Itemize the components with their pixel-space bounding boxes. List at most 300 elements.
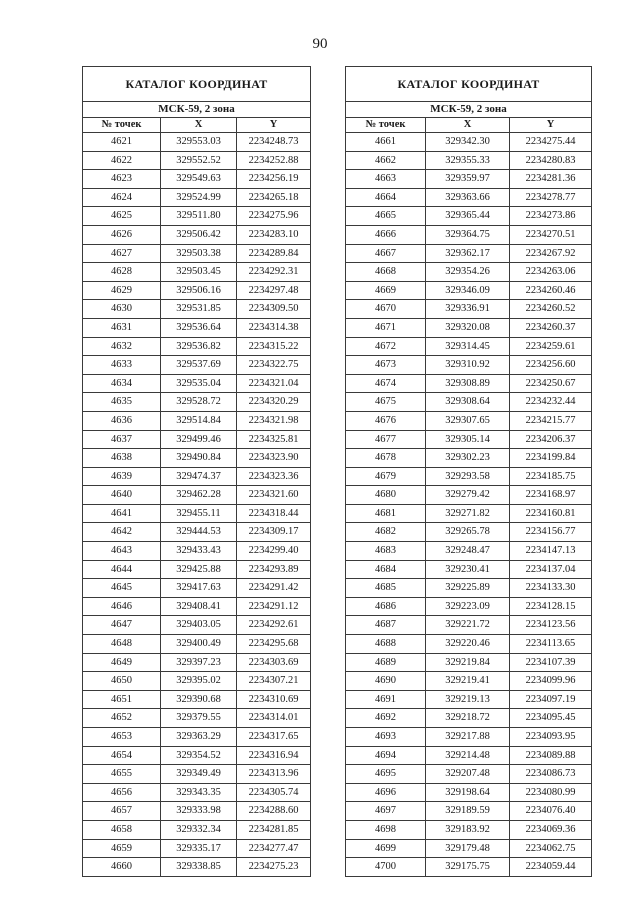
x-coordinate-cell: 329214.48	[426, 746, 510, 765]
y-coordinate-cell: 2234325.81	[237, 430, 311, 449]
x-coordinate-cell: 329230.41	[426, 560, 510, 579]
y-coordinate-cell: 2234185.75	[510, 467, 592, 486]
x-coordinate-cell: 329219.84	[426, 653, 510, 672]
point-number-cell: 4697	[346, 802, 426, 821]
y-coordinate-cell: 2234160.81	[510, 504, 592, 523]
point-number-cell: 4695	[346, 765, 426, 784]
point-number-cell: 4688	[346, 635, 426, 654]
x-coordinate-cell: 329536.64	[161, 318, 237, 337]
y-coordinate-cell: 2234278.77	[510, 188, 592, 207]
point-number-cell: 4673	[346, 356, 426, 375]
table-row	[346, 858, 592, 877]
catalog-title: КАТАЛОГ КООРДИНАТ	[346, 67, 592, 102]
x-coordinate-cell: 329400.49	[161, 635, 237, 654]
point-number-cell: 4651	[83, 690, 161, 709]
y-coordinate-cell: 2234317.65	[237, 728, 311, 747]
y-coordinate-cell: 2234323.36	[237, 467, 311, 486]
table-row	[83, 746, 311, 765]
table-row	[346, 709, 592, 728]
y-coordinate-cell: 2234250.67	[510, 374, 592, 393]
x-coordinate-cell: 329307.65	[426, 411, 510, 430]
page-number: 90	[312, 36, 328, 52]
y-coordinate-cell: 2234259.61	[510, 337, 592, 356]
table-row	[83, 151, 311, 170]
table-row	[83, 802, 311, 821]
point-number-cell: 4633	[83, 356, 161, 375]
table-row	[83, 300, 311, 319]
point-number-cell: 4700	[346, 858, 426, 877]
point-number-cell: 4698	[346, 820, 426, 839]
point-number-cell: 4663	[346, 170, 426, 189]
point-number-cell: 4647	[83, 616, 161, 635]
table-row	[83, 542, 311, 561]
y-coordinate-cell: 2234260.37	[510, 318, 592, 337]
x-coordinate-cell: 329310.92	[426, 356, 510, 375]
x-coordinate-cell: 329531.85	[161, 300, 237, 319]
point-number-cell: 4628	[83, 263, 161, 282]
table-row	[346, 560, 592, 579]
point-number-cell: 4641	[83, 504, 161, 523]
table-row	[83, 504, 311, 523]
table-row	[346, 783, 592, 802]
table-row	[346, 188, 592, 207]
x-coordinate-cell: 329499.46	[161, 430, 237, 449]
table-row	[346, 504, 592, 523]
point-number-cell: 4670	[346, 300, 426, 319]
catalog-title: КАТАЛОГ КООРДИНАТ	[83, 67, 311, 102]
table-row	[83, 467, 311, 486]
x-coordinate-cell: 329346.09	[426, 281, 510, 300]
x-coordinate-cell: 329537.69	[161, 356, 237, 375]
point-number-cell: 4642	[83, 523, 161, 542]
x-coordinate-cell: 329219.41	[426, 672, 510, 691]
x-coordinate-cell: 329219.13	[426, 690, 510, 709]
point-number-cell: 4671	[346, 318, 426, 337]
y-coordinate-cell: 2234273.86	[510, 207, 592, 226]
point-number-cell: 4644	[83, 560, 161, 579]
y-coordinate-cell: 2234303.69	[237, 653, 311, 672]
x-coordinate-cell: 329218.72	[426, 709, 510, 728]
point-number-cell: 4652	[83, 709, 161, 728]
x-coordinate-cell: 329220.46	[426, 635, 510, 654]
point-number-cell: 4656	[83, 783, 161, 802]
x-coordinate-cell: 329217.88	[426, 728, 510, 747]
x-coordinate-cell: 329207.48	[426, 765, 510, 784]
y-coordinate-cell: 2234256.19	[237, 170, 311, 189]
x-coordinate-cell: 329293.58	[426, 467, 510, 486]
point-number-cell: 4687	[346, 616, 426, 635]
table-row	[83, 337, 311, 356]
table-row	[83, 281, 311, 300]
point-number-cell: 4667	[346, 244, 426, 263]
table-row	[83, 560, 311, 579]
x-coordinate-cell: 329552.52	[161, 151, 237, 170]
point-number-cell: 4655	[83, 765, 161, 784]
y-coordinate-cell: 2234295.68	[237, 635, 311, 654]
table-row	[83, 672, 311, 691]
x-coordinate-cell: 329225.89	[426, 579, 510, 598]
point-number-cell: 4664	[346, 188, 426, 207]
x-coordinate-cell: 329183.92	[426, 820, 510, 839]
table-row	[83, 133, 311, 152]
point-number-cell: 4691	[346, 690, 426, 709]
point-number-cell: 4681	[346, 504, 426, 523]
y-coordinate-cell: 2234321.98	[237, 411, 311, 430]
point-number-cell: 4639	[83, 467, 161, 486]
table-row	[83, 411, 311, 430]
y-coordinate-cell: 2234168.97	[510, 486, 592, 505]
point-number-cell: 4636	[83, 411, 161, 430]
y-coordinate-cell: 2234128.15	[510, 597, 592, 616]
table-row	[346, 263, 592, 282]
y-coordinate-cell: 2234314.01	[237, 709, 311, 728]
y-coordinate-cell: 2234318.44	[237, 504, 311, 523]
table-body	[346, 133, 592, 877]
y-coordinate-cell: 2234283.10	[237, 225, 311, 244]
y-coordinate-cell: 2234076.40	[510, 802, 592, 821]
x-coordinate-cell: 329349.49	[161, 765, 237, 784]
y-coordinate-cell: 2234320.29	[237, 393, 311, 412]
table-row	[83, 225, 311, 244]
table-row	[83, 170, 311, 189]
coordinate-system-zone: МСК-59, 2 зона	[83, 102, 311, 118]
y-coordinate-cell: 2234322.75	[237, 356, 311, 375]
x-coordinate-cell: 329223.09	[426, 597, 510, 616]
table-row	[83, 597, 311, 616]
table-row	[346, 374, 592, 393]
coordinate-catalog-table	[82, 66, 311, 877]
point-number-cell: 4686	[346, 597, 426, 616]
x-coordinate-cell: 329511.80	[161, 207, 237, 226]
x-coordinate-cell: 329490.84	[161, 449, 237, 468]
point-number-cell: 4696	[346, 783, 426, 802]
y-coordinate-cell: 2234305.74	[237, 783, 311, 802]
x-coordinate-cell: 329514.84	[161, 411, 237, 430]
y-coordinate-cell: 2234069.36	[510, 820, 592, 839]
column-header-y: Y	[237, 118, 311, 133]
x-coordinate-cell: 329503.38	[161, 244, 237, 263]
x-coordinate-cell: 329308.89	[426, 374, 510, 393]
y-coordinate-cell: 2234093.95	[510, 728, 592, 747]
coordinate-catalog-table	[345, 66, 592, 877]
x-coordinate-cell: 329417.63	[161, 579, 237, 598]
table-row	[346, 523, 592, 542]
point-number-cell: 4665	[346, 207, 426, 226]
y-coordinate-cell: 2234260.46	[510, 281, 592, 300]
y-coordinate-cell: 2234309.17	[237, 523, 311, 542]
table-row	[346, 281, 592, 300]
y-coordinate-cell: 2234156.77	[510, 523, 592, 542]
point-number-cell: 4683	[346, 542, 426, 561]
table-row	[83, 690, 311, 709]
point-number-cell: 4645	[83, 579, 161, 598]
y-coordinate-cell: 2234215.77	[510, 411, 592, 430]
x-coordinate-cell: 329279.42	[426, 486, 510, 505]
x-coordinate-cell: 329462.28	[161, 486, 237, 505]
point-number-cell: 4629	[83, 281, 161, 300]
table-row	[83, 449, 311, 468]
table-row	[83, 523, 311, 542]
table-row	[346, 820, 592, 839]
table-row	[83, 244, 311, 263]
table-row	[346, 300, 592, 319]
table-row	[346, 802, 592, 821]
column-header-point-number: № точек	[346, 118, 426, 133]
point-number-cell: 4631	[83, 318, 161, 337]
point-number-cell: 4685	[346, 579, 426, 598]
y-coordinate-cell: 2234086.73	[510, 765, 592, 784]
x-coordinate-cell: 329425.88	[161, 560, 237, 579]
y-coordinate-cell: 2234281.85	[237, 820, 311, 839]
x-coordinate-cell: 329198.64	[426, 783, 510, 802]
table-row	[346, 746, 592, 765]
y-coordinate-cell: 2234099.96	[510, 672, 592, 691]
y-coordinate-cell: 2234297.48	[237, 281, 311, 300]
y-coordinate-cell: 2234275.23	[237, 858, 311, 877]
point-number-cell: 4654	[83, 746, 161, 765]
x-coordinate-cell: 329314.45	[426, 337, 510, 356]
point-number-cell: 4623	[83, 170, 161, 189]
y-coordinate-cell: 2234123.56	[510, 616, 592, 635]
column-header-point-number: № точек	[83, 118, 161, 133]
x-coordinate-cell: 329535.04	[161, 374, 237, 393]
y-coordinate-cell: 2234260.52	[510, 300, 592, 319]
table-row	[83, 709, 311, 728]
point-number-cell: 4649	[83, 653, 161, 672]
column-header-x: X	[161, 118, 237, 133]
y-coordinate-cell: 2234313.96	[237, 765, 311, 784]
y-coordinate-cell: 2234309.50	[237, 300, 311, 319]
table-row	[83, 263, 311, 282]
x-coordinate-cell: 329221.72	[426, 616, 510, 635]
x-coordinate-cell: 329336.91	[426, 300, 510, 319]
table-row	[346, 579, 592, 598]
point-number-cell: 4632	[83, 337, 161, 356]
table-row	[83, 635, 311, 654]
x-coordinate-cell: 329308.64	[426, 393, 510, 412]
y-coordinate-cell: 2234275.44	[510, 133, 592, 152]
point-number-cell: 4624	[83, 188, 161, 207]
x-coordinate-cell: 329248.47	[426, 542, 510, 561]
x-coordinate-cell: 329271.82	[426, 504, 510, 523]
point-number-cell: 4637	[83, 430, 161, 449]
table-row	[83, 374, 311, 393]
x-coordinate-cell: 329390.68	[161, 690, 237, 709]
column-header-y: Y	[510, 118, 592, 133]
x-coordinate-cell: 329265.78	[426, 523, 510, 542]
table-row	[346, 430, 592, 449]
table-row	[346, 486, 592, 505]
x-coordinate-cell: 329364.75	[426, 225, 510, 244]
y-coordinate-cell: 2234133.30	[510, 579, 592, 598]
x-coordinate-cell: 329397.23	[161, 653, 237, 672]
y-coordinate-cell: 2234248.73	[237, 133, 311, 152]
table-row	[346, 839, 592, 858]
point-number-cell: 4626	[83, 225, 161, 244]
table-row	[346, 672, 592, 691]
y-coordinate-cell: 2234293.89	[237, 560, 311, 579]
x-coordinate-cell: 329474.37	[161, 467, 237, 486]
table-row	[346, 356, 592, 375]
y-coordinate-cell: 2234095.45	[510, 709, 592, 728]
point-number-cell: 4682	[346, 523, 426, 542]
table-row	[346, 151, 592, 170]
x-coordinate-cell: 329342.30	[426, 133, 510, 152]
x-coordinate-cell: 329175.75	[426, 858, 510, 877]
table-row	[346, 393, 592, 412]
table-row	[346, 225, 592, 244]
x-coordinate-cell: 329363.29	[161, 728, 237, 747]
y-coordinate-cell: 2234321.04	[237, 374, 311, 393]
x-coordinate-cell: 329332.34	[161, 820, 237, 839]
x-coordinate-cell: 329549.63	[161, 170, 237, 189]
point-number-cell: 4630	[83, 300, 161, 319]
x-coordinate-cell: 329333.98	[161, 802, 237, 821]
y-coordinate-cell: 2234113.65	[510, 635, 592, 654]
x-coordinate-cell: 329355.33	[426, 151, 510, 170]
y-coordinate-cell: 2234321.60	[237, 486, 311, 505]
point-number-cell: 4666	[346, 225, 426, 244]
table-body	[83, 133, 311, 877]
point-number-cell: 4627	[83, 244, 161, 263]
x-coordinate-cell: 329379.55	[161, 709, 237, 728]
y-coordinate-cell: 2234263.06	[510, 263, 592, 282]
y-coordinate-cell: 2234199.84	[510, 449, 592, 468]
y-coordinate-cell: 2234314.38	[237, 318, 311, 337]
point-number-cell: 4646	[83, 597, 161, 616]
point-number-cell: 4680	[346, 486, 426, 505]
x-coordinate-cell: 329363.66	[426, 188, 510, 207]
point-number-cell: 4625	[83, 207, 161, 226]
point-number-cell: 4622	[83, 151, 161, 170]
point-number-cell: 4660	[83, 858, 161, 877]
x-coordinate-cell: 329403.05	[161, 616, 237, 635]
y-coordinate-cell: 2234310.69	[237, 690, 311, 709]
x-coordinate-cell: 329305.14	[426, 430, 510, 449]
table-row	[83, 728, 311, 747]
y-coordinate-cell: 2234315.22	[237, 337, 311, 356]
table-row	[83, 616, 311, 635]
point-number-cell: 4668	[346, 263, 426, 282]
point-number-cell: 4621	[83, 133, 161, 152]
table-row	[346, 635, 592, 654]
table-row	[346, 207, 592, 226]
point-number-cell: 4640	[83, 486, 161, 505]
table-row	[346, 690, 592, 709]
table-row	[346, 133, 592, 152]
x-coordinate-cell: 329365.44	[426, 207, 510, 226]
y-coordinate-cell: 2234270.51	[510, 225, 592, 244]
table-row	[346, 765, 592, 784]
y-coordinate-cell: 2234291.12	[237, 597, 311, 616]
table-row	[83, 579, 311, 598]
x-coordinate-cell: 329362.17	[426, 244, 510, 263]
y-coordinate-cell: 2234080.99	[510, 783, 592, 802]
table-row	[346, 337, 592, 356]
point-number-cell: 4677	[346, 430, 426, 449]
x-coordinate-cell: 329338.85	[161, 858, 237, 877]
point-number-cell: 4689	[346, 653, 426, 672]
table-row	[346, 244, 592, 263]
y-coordinate-cell: 2234291.42	[237, 579, 311, 598]
x-coordinate-cell: 329343.35	[161, 783, 237, 802]
table-row	[346, 170, 592, 189]
y-coordinate-cell: 2234280.83	[510, 151, 592, 170]
table-row	[83, 839, 311, 858]
x-coordinate-cell: 329553.03	[161, 133, 237, 152]
y-coordinate-cell: 2234267.92	[510, 244, 592, 263]
point-number-cell: 4658	[83, 820, 161, 839]
point-number-cell: 4635	[83, 393, 161, 412]
point-number-cell: 4678	[346, 449, 426, 468]
x-coordinate-cell: 329335.17	[161, 839, 237, 858]
y-coordinate-cell: 2234277.47	[237, 839, 311, 858]
point-number-cell: 4684	[346, 560, 426, 579]
y-coordinate-cell: 2234316.94	[237, 746, 311, 765]
y-coordinate-cell: 2234288.60	[237, 802, 311, 821]
y-coordinate-cell: 2234292.61	[237, 616, 311, 635]
table-row	[346, 449, 592, 468]
y-coordinate-cell: 2234089.88	[510, 746, 592, 765]
point-number-cell: 4692	[346, 709, 426, 728]
x-coordinate-cell: 329395.02	[161, 672, 237, 691]
point-number-cell: 4659	[83, 839, 161, 858]
y-coordinate-cell: 2234256.60	[510, 356, 592, 375]
y-coordinate-cell: 2234107.39	[510, 653, 592, 672]
y-coordinate-cell: 2234147.13	[510, 542, 592, 561]
point-number-cell: 4643	[83, 542, 161, 561]
x-coordinate-cell: 329179.48	[426, 839, 510, 858]
y-coordinate-cell: 2234059.44	[510, 858, 592, 877]
table-row	[83, 207, 311, 226]
table-row	[83, 765, 311, 784]
x-coordinate-cell: 329444.53	[161, 523, 237, 542]
y-coordinate-cell: 2234275.96	[237, 207, 311, 226]
point-number-cell: 4650	[83, 672, 161, 691]
x-coordinate-cell: 329354.26	[426, 263, 510, 282]
point-number-cell: 4653	[83, 728, 161, 747]
y-coordinate-cell: 2234281.36	[510, 170, 592, 189]
point-number-cell: 4634	[83, 374, 161, 393]
y-coordinate-cell: 2234097.19	[510, 690, 592, 709]
point-number-cell: 4674	[346, 374, 426, 393]
table-row	[83, 188, 311, 207]
point-number-cell: 4669	[346, 281, 426, 300]
x-coordinate-cell: 329302.23	[426, 449, 510, 468]
x-coordinate-cell: 329506.42	[161, 225, 237, 244]
table-row	[83, 393, 311, 412]
y-coordinate-cell: 2234292.31	[237, 263, 311, 282]
table-row	[83, 356, 311, 375]
point-number-cell: 4679	[346, 467, 426, 486]
table-row	[83, 820, 311, 839]
x-coordinate-cell: 329359.97	[426, 170, 510, 189]
column-header-x: X	[426, 118, 510, 133]
point-number-cell: 4661	[346, 133, 426, 152]
point-number-cell: 4676	[346, 411, 426, 430]
point-number-cell: 4675	[346, 393, 426, 412]
y-coordinate-cell: 2234307.21	[237, 672, 311, 691]
coordinate-system-zone: МСК-59, 2 зона	[346, 102, 592, 118]
table-row	[83, 486, 311, 505]
table-row	[83, 858, 311, 877]
x-coordinate-cell: 329408.41	[161, 597, 237, 616]
y-coordinate-cell: 2234299.40	[237, 542, 311, 561]
table-row	[83, 430, 311, 449]
x-coordinate-cell: 329455.11	[161, 504, 237, 523]
point-number-cell: 4657	[83, 802, 161, 821]
x-coordinate-cell: 329506.16	[161, 281, 237, 300]
